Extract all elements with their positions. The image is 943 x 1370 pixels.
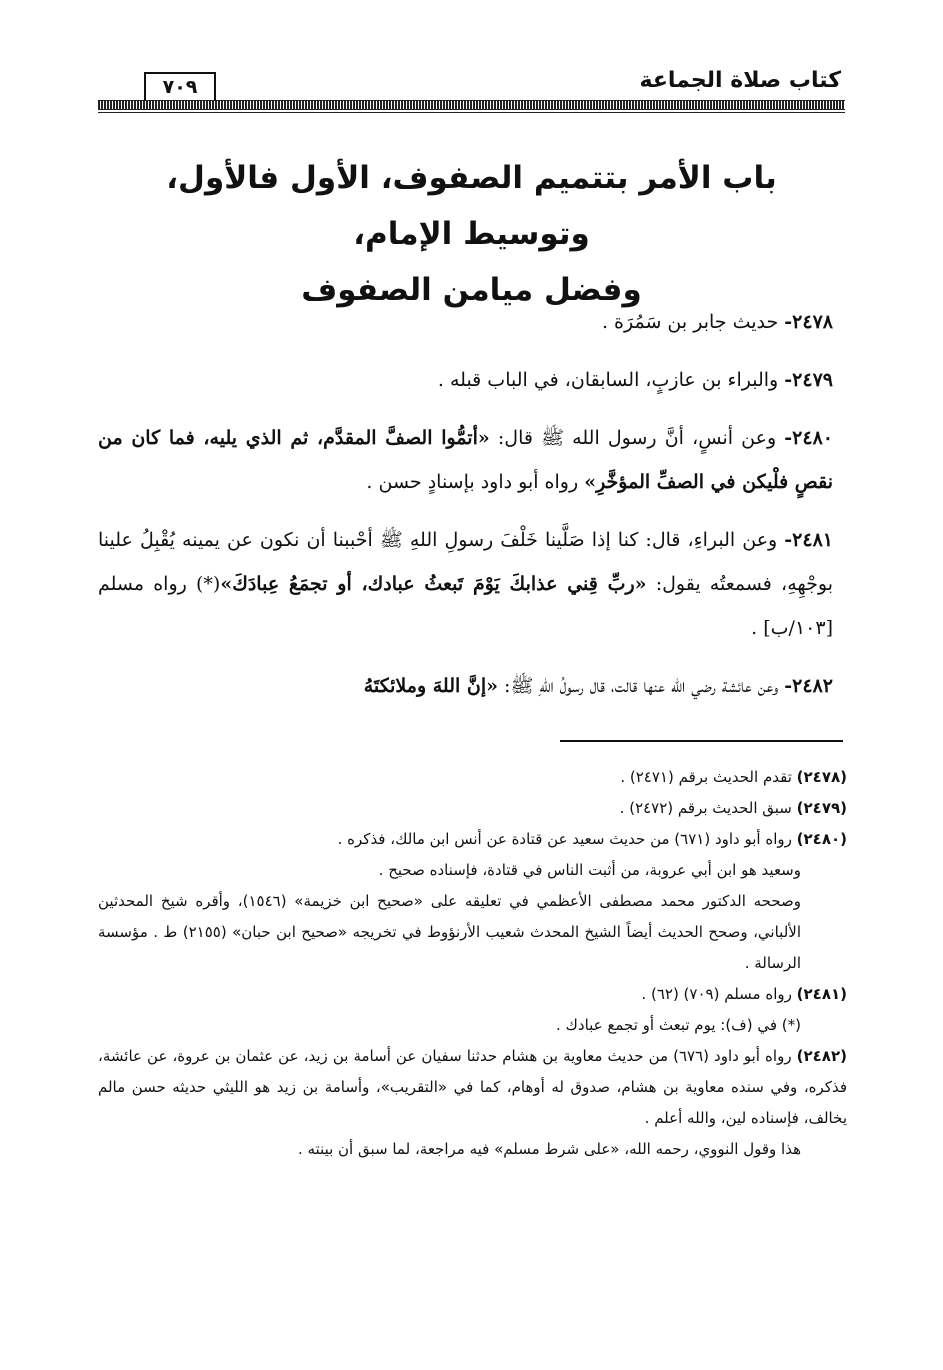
hadith-quote: «ربِّ قِني عذابكَ يَوْمَ تَبعثُ عبادك، أو تجمَعُ عِبادَكَ»	[220, 573, 647, 595]
footnote-continuation: وصححه الدكتور محمد مصطفى الأعظمي في تعليقه على «صحيح ابن خزيمة» (١٥٤٦)، وأقره شيخ المحدثين الألباني، وصحح الحديث أيضاً الشيخ المحدث شعيب الأرنؤوط في تخريجه «صحيح ابن حبان» (٢١٥٥) ط . مؤسسة الرسالة .	[98, 892, 801, 972]
footnote-continuation: وسعيد هو ابن أبي عروبة، من أثبت الناس في قتادة، فإسناده صحيح .	[378, 861, 801, 879]
footnote-text: رواه أبو داود (٦٧٦) من حديث معاوية بن هشام حدثنا سفيان عن أسامة بن زيد، عن عثمان بن عروة، عن عائشة، فذكره، وفي سنده معاوية بن هشام، صدوق له أوهام، كما في «التقريب»، وأسامة بن زيد هو الليثي حديثه حسن مالم يخالف، فإسناده لين، والله أعلم .	[98, 1047, 847, 1127]
hadith-number: ٢٤٨١-	[784, 529, 833, 551]
footnote-text: رواه أبو داود (٦٧١) من حديث سعيد عن قتادة عن أنس ابن مالك، فذكره .	[337, 830, 792, 848]
footnote-text: تقدم الحديث برقم (٢٤٧١) .	[620, 768, 792, 786]
hadith-number: ٢٤٨٠-	[784, 427, 833, 449]
hadith-text: حديث جابر بن سَمُرَة .	[601, 311, 779, 333]
hadith-quote: «إنَّ اللهَ وملائكتَهُ	[363, 675, 499, 697]
footnote-ref: (٢٤٧٨)	[796, 768, 847, 786]
hadith-text: وعن عائشة رضي الله عنها قالت، قال رسولُ اللهِ ﷺ:	[498, 675, 779, 697]
page-number: ٧٠٩	[144, 72, 216, 102]
hadith-quote: «أتمُّوا الصفَّ المقدَّم، ثم الذي يليه، فما كان من نقصٍ فلْيكن في الصفِّ المؤخَّرِ»	[98, 427, 833, 493]
chapter-heading-line-2: وفضل ميامن الصفوف	[301, 272, 642, 308]
hadith-text: والبراء بن عازبٍ، السابقان، في الباب قبله .	[437, 369, 779, 391]
footnote-2481	[98, 979, 847, 1010]
hadith-text: وعن البراءِ، قال: كنا إذا صَلَّينا خَلْفَ رسولِ اللهِ ﷺ أحْببنا أن نكون عن يمينه يُقْبِلُ علينا بوجْهِهِ، فسمعتُه يقول:	[98, 529, 833, 595]
footnote-ref: (٢٤٨١)	[796, 985, 847, 1003]
hadith-text: وعن أنسٍ، أنَّ رسول الله ﷺ قال:	[489, 427, 777, 449]
header-rule	[98, 100, 845, 110]
footnote-ref: (٢٤٨٢)	[796, 1047, 847, 1065]
chapter-heading-line-1: باب الأمر بتتميم الصفوف، الأول فالأول، وتوسيط الإمام،	[166, 160, 777, 252]
page-header	[98, 62, 845, 124]
footnote-continuation: (*) في (ف): يوم تبعث أو تجمع عبادك .	[556, 1016, 801, 1034]
footnote-2478	[98, 762, 847, 793]
footnote-2480	[98, 824, 847, 855]
header-rule-underline	[98, 112, 845, 113]
hadith-number: ٢٤٧٨-	[784, 311, 833, 333]
hadith-entry-2482	[98, 664, 833, 708]
footnote-2479	[98, 793, 847, 824]
running-title: كتاب صلاة الجماعة	[639, 68, 841, 93]
hadith-number: ٢٤٧٩-	[784, 369, 833, 391]
footnote-ref: (٢٤٧٩)	[796, 799, 847, 817]
hadith-entry-2480	[98, 416, 833, 504]
footnote-continuation: هذا وقول النووي، رحمه الله، «على شرط مسلم» فيه مراجعة، لما سبق أن بينته .	[297, 1140, 801, 1158]
footnotes	[98, 762, 847, 1165]
hadith-entry-2478	[98, 300, 833, 344]
footnote-text: سبق الحديث برقم (٢٤٧٢) .	[619, 799, 792, 817]
footnote-2482	[98, 1041, 847, 1134]
hadith-entry-2479	[98, 358, 833, 402]
footnote-text: رواه مسلم (٧٠٩) (٦٢) .	[641, 985, 792, 1003]
hadith-number: ٢٤٨٢-	[784, 675, 833, 697]
chapter-heading	[98, 150, 845, 318]
hadith-entry-2481	[98, 518, 833, 650]
hadith-source: رواه أبو داود بإسنادٍ حسن .	[366, 471, 585, 493]
footnote-ref: (٢٤٨٠)	[796, 830, 847, 848]
footnote-separator	[560, 740, 843, 742]
hadith-list	[98, 300, 833, 722]
hadith-source: (*) رواه مسلم [١٠٣/ب] .	[98, 573, 833, 639]
